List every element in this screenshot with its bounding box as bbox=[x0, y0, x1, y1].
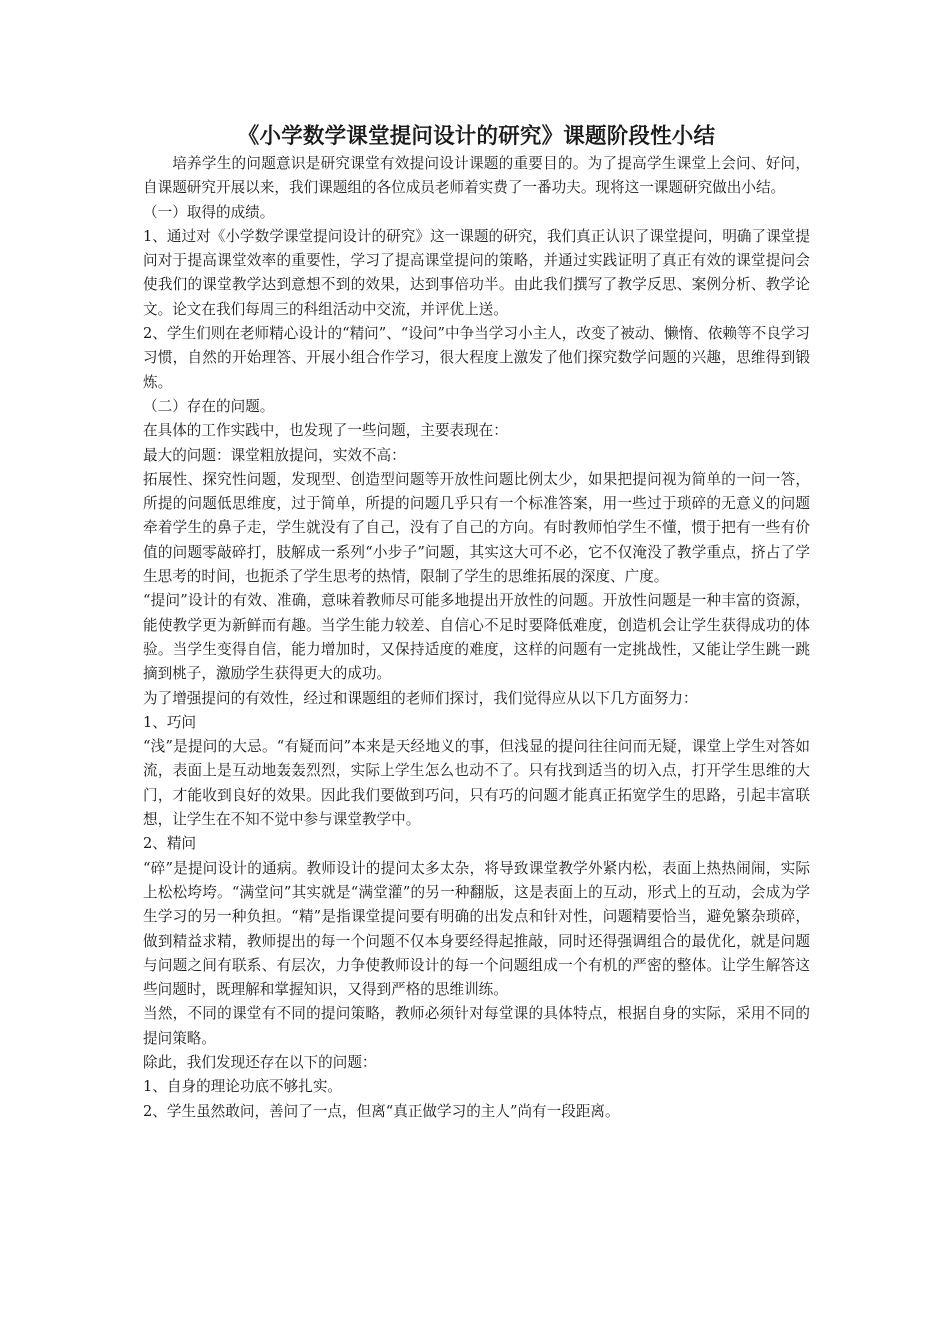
achievement-item-2: 2、学生们则在老师精心设计的“精问”、“设问”中争当学习小主人，改变了被动、懒惰、依赖等不良学习习惯，自然的开始理答、开展小组合作学习，很大程度上激发了他们探究数学问题的兴趣，思维得到锻炼。 bbox=[143, 325, 810, 391]
document-body bbox=[143, 152, 810, 1124]
precise-questioning-paragraph: “碎”是提问设计的通病。教师设计的提问太多太杂，将导致课堂教学外紧内松，表面上热热闹闹，实际上松松垮垮。“满堂问”其实就是“满堂灌”的另一种翻版，这是表面上的互动，形式上的互动，会成为学生学习的另一种负担。“精”是指课堂提问要有明确的出发点和针对性，问题精要恰当，避免繁杂琐碎，做到精益求精，教师提出的每一个问题不仅本身要经得起推敲，同时还得强调组合的最优化，就是问题与问题之间有联系、有层次，力争使教师设计的每一个问题组成一个有机的严密的整体。让学生解答这些问题时，既理解和掌握知识，又得到严格的思维训练。 bbox=[143, 859, 810, 999]
document-title: 《小学数学课堂提问设计的研究》课题阶段性小结 bbox=[237, 124, 716, 149]
biggest-problem: 最大的问题：课堂粗放提问，实效不高： bbox=[143, 446, 406, 464]
problems-intro: 在具体的工作实践中，也发现了一些问题，主要表现在： bbox=[143, 422, 508, 440]
clever-questioning-paragraph: “浅”是提问的大忌。“有疑而问”本来是天经地义的事，但浅显的提问往往问而无疑，课堂上学生对答如流，表面上是互动地轰轰烈烈，实际上学生怎么也动不了。只有找到适当的切入点，打开学生思维的大门，才能收到良好的效果。因此我们要做到巧问，只有巧的问题才能真正拓宽学生的思路，引起丰富联想，让学生在不知不觉中参与课堂教学中。 bbox=[143, 738, 810, 829]
subheading-clever-questioning: 1、巧问 bbox=[143, 713, 197, 731]
problem-detail-paragraph: 拓展性、探究性问题，发现型、创造型问题等开放性问题比例太少，如果把提问视为简单的一问一答，所提的问题低思维度，过于简单，所提的问题几乎只有一个标准答案，用一些过于琐碎的无意义的问题牵着学生的鼻子走，学生就没有了自己，没有了自己的方向。有时教师怕学生不懂，惯于把有一些有价值的问题零敲碎打，肢解成一系列“小步子”问题，其实这大可不必，它不仅淹没了教学重点，挤占了学生思考的时间，也扼杀了学生思考的热情，限制了学生的思维拓展的深度、广度。 bbox=[143, 470, 810, 586]
strategy-paragraph: 当然，不同的课堂有不同的提问策略，教师必须针对每堂课的具体特点，根据自身的实际，采用不同的提问策略。 bbox=[143, 1005, 810, 1047]
subheading-precise-questioning: 2、精问 bbox=[143, 835, 197, 853]
remaining-problems-intro: 除此，我们发现还存在以下的问题： bbox=[143, 1053, 377, 1071]
improvement-intro: 为了增强提问的有效性，经过和课题组的老师们探讨，我们觉得应从以下几方面努力： bbox=[143, 689, 698, 707]
remaining-problem-1: 1、自身的理论功底不够扎实。 bbox=[143, 1078, 343, 1096]
document-page bbox=[143, 122, 810, 1124]
achievement-item-1: 1、通过对《小学数学课堂提问设计的研究》这一课题的研究，我们真正认识了课堂提问，明确了课堂提问对于提高课堂效率的重要性，学习了提高课堂提问的策略，并通过实践证明了真正有效的课堂提问会使我们的课堂教学达到意想不到的效果，达到事倍功半。由此我们撰写了教学反思、案例分析、教学论文。论文在我们每周三的科组活动中交流，并评优上送。 bbox=[143, 227, 810, 318]
section-heading-achievements: （一）取得的成绩。 bbox=[143, 203, 275, 221]
open-question-paragraph: “提问”设计的有效、准确，意味着教师尽可能多地提出开放性的问题。开放性问题是一种丰富的资源，能使教学更为新鲜而有趣。当学生能力较差、自信心不足时要降低难度，创造机会让学生获得成功的体验。当学生变得自信，能力增加时，又保持适度的难度，这样的问题有一定挑战性，又能让学生跳一跳摘到桃子，激励学生获得更大的成功。 bbox=[143, 592, 810, 683]
remaining-problem-2: 2、学生虽然敢问，善问了一点，但离“真正做学习的主人”尚有一段距离。 bbox=[143, 1102, 620, 1120]
section-heading-problems: （二）存在的问题。 bbox=[143, 397, 275, 415]
intro-paragraph: 培养学生的问题意识是研究课堂有效提问设计课题的重要目的。为了提高学生课堂上会问、好问，自课题研究开展以来，我们课题组的各位成员老师着实费了一番功夫。现将这一课题研究做出小结。 bbox=[143, 155, 810, 197]
